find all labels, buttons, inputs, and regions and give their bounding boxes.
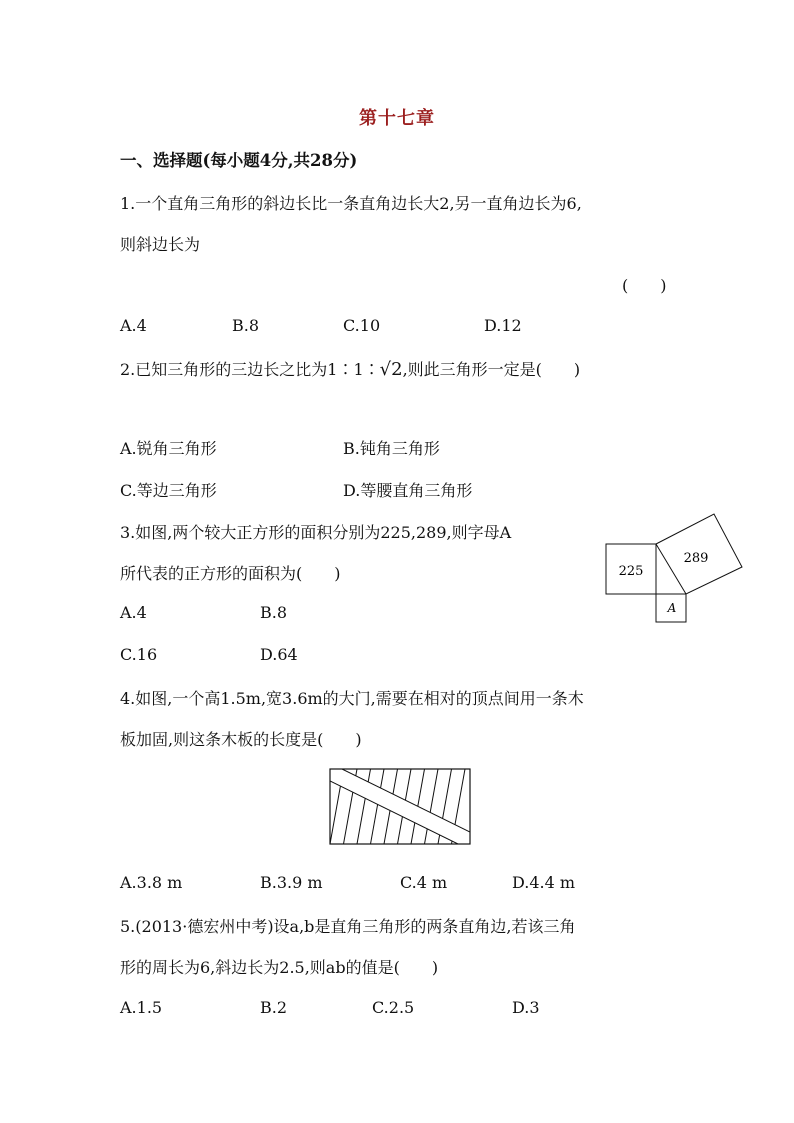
question-5-line-1: 5.(2013·德宏州中考)设a,b是直角三角形的两条直角边,若该三角 [120, 917, 576, 936]
question-2-stem [120, 357, 580, 380]
question-1-option-c: C.10 [343, 316, 381, 335]
question-4-option-c: C.4 m [400, 873, 448, 892]
sqrt-two: √2 [379, 359, 403, 380]
question-2-prefix: 2.已知三角形的三边长之比为1∶1∶ [120, 360, 380, 379]
question-4-line-1: 4.如图,一个高1.5m,宽3.6m的大门,需要在相对的顶点间用一条木 [120, 689, 584, 708]
question-1-line-2: 则斜边长为 [120, 235, 201, 254]
question-3-line-2: 所代表的正方形的面积为( ) [120, 564, 341, 583]
question-1-option-d: D.12 [484, 316, 522, 335]
gate-figure [328, 767, 473, 847]
question-4-option-a: A.3.8 m [120, 873, 183, 892]
label-225: 225 [618, 564, 644, 579]
question-1-option-b: B.8 [232, 316, 260, 335]
question-4-option-b: B.3.9 m [260, 873, 323, 892]
question-3-option-b: B.8 [260, 603, 288, 622]
section-heading: 一、选择题(每小题4分,共28分) [120, 151, 358, 170]
label-289: 289 [683, 551, 709, 566]
label-a: A [667, 601, 677, 615]
question-1-option-a: A.4 [120, 316, 147, 335]
squares-figure [600, 505, 750, 630]
question-3-line-1: 3.如图,两个较大正方形的面积分别为225,289,则字母A [120, 523, 512, 542]
question-1-line-1: 1.一个直角三角形的斜边长比一条直角边长大2,另一直角边长为6, [120, 194, 582, 213]
question-5-option-a: A.1.5 [120, 998, 163, 1017]
question-4-line-2: 板加固,则这条木板的长度是( ) [120, 730, 362, 749]
question-2-option-b: B.钝角三角形 [343, 439, 440, 458]
question-5-option-d: D.3 [512, 998, 540, 1017]
question-3-option-a: A.4 [120, 603, 147, 622]
chapter-title: 第十七章 [359, 108, 435, 129]
question-2-option-c: C.等边三角形 [120, 481, 217, 500]
question-5-line-2: 形的周长为6,斜边长为2.5,则ab的值是( ) [120, 958, 439, 977]
question-5-option-b: B.2 [260, 998, 288, 1017]
question-2-option-d: D.等腰直角三角形 [343, 481, 473, 500]
question-1-answer-blank: ( ) [622, 276, 667, 295]
question-3-option-d: D.64 [260, 645, 298, 664]
question-3-option-c: C.16 [120, 645, 158, 664]
question-2-suffix: ,则此三角形一定是( ) [402, 360, 581, 379]
question-2-option-a: A.锐角三角形 [120, 439, 217, 458]
question-5-option-c: C.2.5 [372, 998, 415, 1017]
question-4-option-d: D.4.4 m [512, 873, 576, 892]
